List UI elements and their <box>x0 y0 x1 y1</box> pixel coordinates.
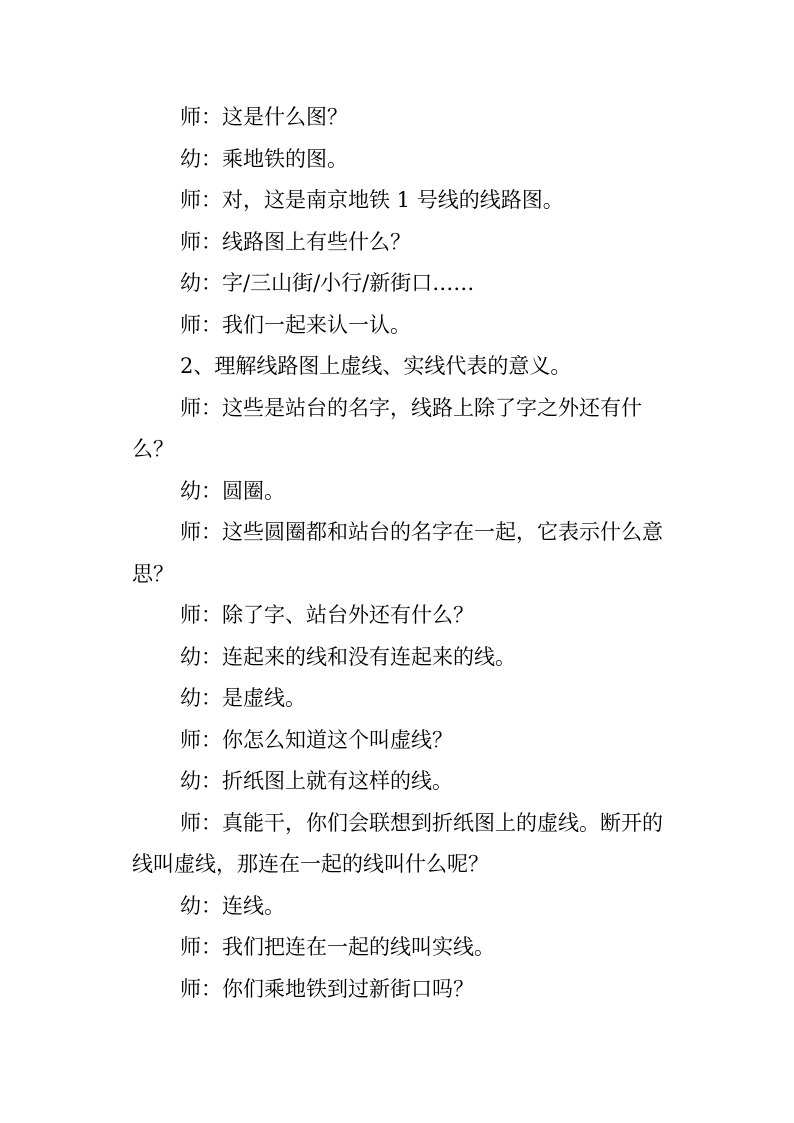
dialogue-line: 师：对，这是南京地铁 1 号线的线路图。 <box>180 188 564 212</box>
dialogue-line: 师：你怎么知道这个叫虚线？ <box>180 727 453 752</box>
dialogue-line: 幼：是虚线。 <box>180 686 306 710</box>
dialogue-line: 师：这是什么图？ <box>180 105 348 129</box>
dialogue-line: 幼：连起来的线和没有连起来的线。 <box>180 644 516 669</box>
dialogue-line: 师：这些是站台的名字，线路上除了字之外还有什么？ <box>132 395 642 461</box>
dialogue-line: 幼：字/三山街/小行/新街口…… <box>180 271 475 295</box>
dialogue-line: 幼：折纸图上就有这样的线。 <box>180 769 453 793</box>
dialogue-line: 幼：连线。 <box>180 893 285 918</box>
dialogue-line: 幼：乘地铁的图。 <box>180 146 348 171</box>
dialogue-line: 师：真能干，你们会联想到折纸图上的虚线。断开的线叫虚线，那连在一起的线叫什么呢？ <box>132 810 663 876</box>
dialogue-line: 师：我们把连在一起的线叫实线。 <box>180 935 495 959</box>
section-heading: 2、理解线路图上虚线、实线代表的意义。 <box>180 354 572 378</box>
dialogue-line: 师：线路图上有些什么？ <box>180 229 411 254</box>
dialogue-line: 师：我们一起来认一认。 <box>180 312 411 337</box>
dialogue-line: 师：你们乘地铁到过新街口吗？ <box>180 976 474 1001</box>
dialogue-line: 幼：圆圈。 <box>180 478 285 503</box>
document-body <box>132 97 664 1010</box>
dialogue-line: 师：除了字、站台外还有什么？ <box>180 603 474 627</box>
dialogue-line: 师：这些圆圈都和站台的名字在一起，它表示什么意思？ <box>132 520 663 586</box>
